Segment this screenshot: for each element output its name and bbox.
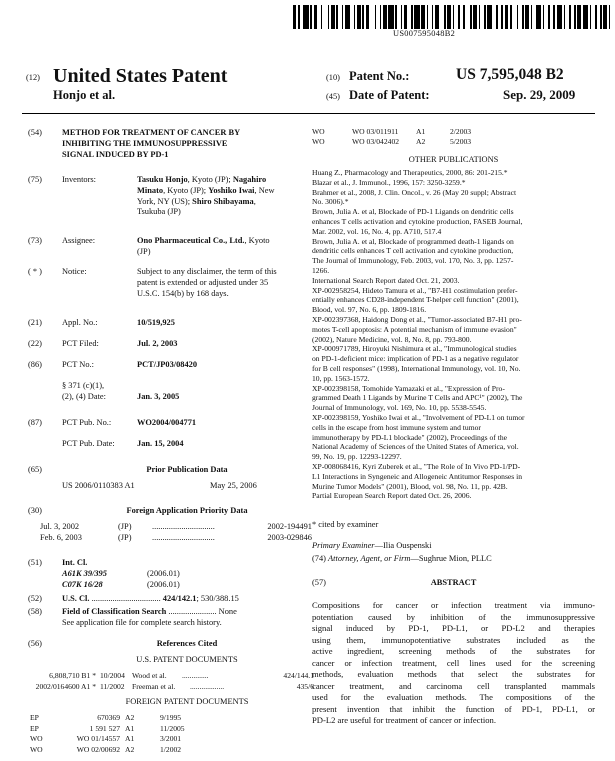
publication-line: immunotherapy by PD-L1 blockade" (2002), Proceedings of the xyxy=(312,432,508,442)
publication-line: Murine Tumor Models" (2001), Blood, vol. 98, No. 11, pp. 42B. xyxy=(312,481,508,491)
publication-line: International Search Report dated Oct. 21, 2003. xyxy=(312,275,460,285)
publication-line: Mar. 2002, vol. 16, No. 4, pp. A710, 517.4 xyxy=(312,226,442,236)
date-of-patent: Sep. 29, 2009 xyxy=(503,87,576,102)
pct-pub-number: WO2004/004771 xyxy=(137,418,197,427)
intcl-class: C07K 16/28 xyxy=(62,580,103,589)
foreign-priority-row: Jul. 3, 2002 (JP) .............................. 2002-194491 xyxy=(40,522,312,531)
abstract-line: potentiation caused by inhibition of the immunosuppressive xyxy=(312,611,595,622)
field-line: Field of Classification Search ....................... None xyxy=(62,607,237,616)
publication-line: XP-002397368, Haidong Dong et al., "Tumor-associated B7-H1 pro- xyxy=(312,314,522,324)
table-row: WO WO 03/042402 A2 5/2003 xyxy=(312,137,472,146)
abstract-line: cancer or infection treatment, cell lines used for the screening xyxy=(312,657,595,668)
code-12: (12) xyxy=(26,73,40,82)
publication-line: Blood, vol. 97, No. 6, pp. 1809-1816. xyxy=(312,305,427,315)
intcl-label: Int. Cl. xyxy=(62,558,88,567)
code-45: (45) xyxy=(326,92,340,101)
publication-line: L1 Interactions in Syngeneic and Allogeneic Antitumor Responses in xyxy=(312,471,523,481)
pct-filed-date: Jul. 2, 2003 xyxy=(137,339,178,348)
appl-code: (21) xyxy=(28,318,42,327)
publication-line: grammed Death 1 Ligands by Murine T Cells and APC¹" (2002), The xyxy=(312,393,523,403)
table-row: WO WO 03/011911 A1 2/2003 xyxy=(312,127,472,136)
inventors-label: Inventors: xyxy=(62,175,96,184)
abstract-line: active ingredient, screening methods of the substrates for xyxy=(312,646,595,656)
publication-line: XP-002398158, Tomohide Yamazaki et al., "Expression of Pro- xyxy=(312,383,505,393)
table-row: WO WO 02/00692 A2 1/2002 xyxy=(30,744,182,754)
header-rule xyxy=(22,113,595,114)
publication-line: XP-002398159, Yoshiko Iwai et al., "Involvement of PD-L1 on tumor xyxy=(312,412,525,422)
inventor-line: Minato, Kyoto (JP); Yoshiko Iwai, New xyxy=(137,185,275,195)
pct-no-label: PCT No.: xyxy=(62,360,94,369)
field-note: See application file for complete search history. xyxy=(62,618,222,627)
intcl-version: (2006.01) xyxy=(147,569,180,578)
code-10: (10) xyxy=(326,73,340,82)
assignee-name: Ono Pharmaceutical Co., Ltd., Kyoto (JP) xyxy=(137,236,270,256)
refs-heading: References Cited xyxy=(156,639,218,648)
pct-pub-code: (87) xyxy=(28,418,42,427)
abstract-line: signal induced by PD-1, PD-L1, or PD-L2 and therapies xyxy=(312,623,595,633)
abstract-line: used for the evaluation methods. The compositions of the xyxy=(312,692,595,702)
pct-filed-label: PCT Filed: xyxy=(62,339,99,348)
abstract-line: Compositions for cancer or infection treatment via immuno- xyxy=(312,600,595,610)
other-publications xyxy=(312,168,597,501)
pct-pub-label: PCT Pub. No.: xyxy=(62,418,112,427)
intcl-code: (51) xyxy=(28,558,42,567)
field-code: (58) xyxy=(28,607,42,616)
publication-line: (2002), Nature Medicine, vol. 8, No. 8, pp. 793-800. xyxy=(312,334,472,344)
patent-barcode xyxy=(293,5,611,29)
publication-line: Journal of Immunology, vol. 169, No. 10, pp. 5538-5545. xyxy=(312,403,487,413)
abstract-line: present invention that inhibit the function of PD-1, PD-L1, or xyxy=(312,703,595,714)
pct-no-code: (86) xyxy=(28,360,42,369)
patent-no-label: Patent No.: xyxy=(349,69,410,83)
abstract-code: (57) xyxy=(312,578,326,587)
publication-line: The Journal of Immunology, Feb. 2003, vol. 170, No. 3, pp. 1257- xyxy=(312,256,514,266)
publication-line: cells in the escape from host immune system and tumor xyxy=(312,422,481,432)
wo-docs-table xyxy=(312,127,552,147)
foreign-priority-table xyxy=(40,522,312,544)
abstract-heading: ABSTRACT xyxy=(430,578,477,587)
publication-line: enhances T cells activation and cytokine production, FASEB Journal, xyxy=(312,216,523,226)
publication-line: 1266. xyxy=(312,265,330,275)
notice-code: ( * ) xyxy=(28,267,42,276)
us-docs-table xyxy=(22,671,314,692)
foreign-priority-code: (30) xyxy=(28,506,42,515)
prior-pub-date: May 25, 2006 xyxy=(210,481,257,490)
uscl-line: U.S. Cl. ................................. 424/142.1; 530/388.15 xyxy=(62,594,239,603)
foreign-docs-table xyxy=(30,713,280,761)
publication-line: Huang Z., Pharmacology and Therapeutics, 2000, 86: 201-215.* xyxy=(312,168,508,177)
uscl-code: (52) xyxy=(28,594,42,603)
primary-examiner: Primary Examiner—Ilia Ouspenski xyxy=(312,541,432,550)
barcode-number: US007595048B2 xyxy=(393,29,456,38)
publication-line: Blazar et al., J. Immunol., 1996, 157: 3250-3259.* xyxy=(312,177,466,187)
publication-line: Brown, Julia A. et al, Blockade of programmed death-1 ligands on xyxy=(312,236,514,246)
inventor-line: Tasuku Honjo, Kyoto (JP); Nagahiro xyxy=(137,175,267,184)
publication-line: dendritic cells enhances T cell activation and cytokine production, xyxy=(312,246,514,256)
publication-line: No. 3006).* xyxy=(312,197,349,207)
inventors-code: (75) xyxy=(28,175,42,184)
inventor-line: York, NY (US); Shiro Shibayama, xyxy=(137,196,256,206)
publication-line: motes T-cell apoptosis: A potential mechanism of immune evasion" xyxy=(312,324,517,334)
refs-code: (56) xyxy=(28,639,42,648)
document-type: United States Patent xyxy=(53,65,228,87)
abstract-line: methods, evaluation methods that select the substrates for xyxy=(312,669,595,679)
notice-text: Subject to any disclaimer, the term of this patent is extended or adjusted under 35 U.S.C. 154(b) by 168 days. xyxy=(137,267,277,298)
abstract-line: cancer treatment, and carcinoma cell transplanted mammals xyxy=(312,680,595,691)
table-row: 2002/0164600 A1 * 11/2002 Freeman et al. .................. 435/6 xyxy=(35,681,314,691)
pct-pub-date: Jan. 15, 2004 xyxy=(137,439,184,448)
publication-line: 99, No. 19, pp. 12293-12297. xyxy=(312,452,402,462)
table-row: 6,808,710 B1 * 10/2004 Wood et al. .............. 424/144.1 xyxy=(49,671,314,680)
other-pubs-heading: OTHER PUBLICATIONS xyxy=(408,155,499,164)
date-of-patent-label: Date of Patent: xyxy=(349,88,430,102)
patent-title: METHOD FOR TREATMENT OF CANCER BY INHIBITING THE IMMUNOSUPPRESSIVE SIGNAL INDUCED BY PD-1 xyxy=(62,128,241,159)
s371-date: Jan. 3, 2005 xyxy=(137,392,180,401)
title-code: (54) xyxy=(28,128,42,137)
inventor-short: Honjo et al. xyxy=(53,88,116,102)
inventors-list xyxy=(137,175,307,218)
publication-line: XP-002958254, Hideto Tamura et al., "B7-H1 costimulation prefer- xyxy=(312,285,518,295)
assignee-code: (73) xyxy=(28,236,42,245)
publication-line: for B cell responses" (1998), International Immunology, vol. 10, No. xyxy=(312,363,521,373)
pct-filed-code: (22) xyxy=(28,339,42,348)
foreign-priority-row: Feb. 6, 2003 (JP) .............................. 2003-029846 xyxy=(40,533,312,542)
intcl-class: A61K 39/395 xyxy=(62,569,107,578)
abstract-line: PD-L2 are useful for treatment of cancer or infection. xyxy=(312,715,496,725)
publication-line: Partial European Search Report dated Oct. 26, 2006. xyxy=(312,491,472,501)
table-row: EP 670369 A2 9/1995 xyxy=(30,713,182,722)
attorney-line: (74) Attorney, Agent, or Firm—Sughrue Mion, PLLC xyxy=(312,554,492,563)
intcl-version: (2006.01) xyxy=(147,580,180,589)
abstract-text xyxy=(312,600,595,727)
foreign-docs-heading: FOREIGN PATENT DOCUMENTS xyxy=(125,697,249,706)
appl-label: Appl. No.: xyxy=(62,318,98,327)
prior-pub-code: (65) xyxy=(28,465,42,474)
publication-line: Brown, Julia A. et al, Blockade of PD-1 Ligands on dendritic cells xyxy=(312,207,514,217)
pct-number: PCT/JP03/08420 xyxy=(137,360,198,369)
foreign-priority-heading: Foreign Application Priority Data xyxy=(126,506,248,515)
publication-line: XP-000971789, Hiroyuki Nishimura et al., "Immunological studies xyxy=(312,344,517,354)
publication-line: 10, pp. 1563-1572. xyxy=(312,373,370,383)
publication-line: XP-008068416, Kyri Zuberek et al., "The Role of In Vivo PD-1/PD- xyxy=(312,461,521,471)
inventor-line: Tsukuba (JP) xyxy=(137,207,181,217)
s371-label: § 371 (c)(1), (2), (4) Date: xyxy=(62,381,106,401)
notice-label: Notice: xyxy=(62,267,87,276)
table-row: WO WO 01/14557 A1 3/2001 xyxy=(30,734,182,743)
publication-line: entially enhances CD28-independent T-helper cell function" (2001), xyxy=(312,295,519,305)
prior-pub-number: US 2006/0110383 A1 xyxy=(62,481,135,490)
appl-number: 10/519,925 xyxy=(137,318,175,327)
table-row: EP 1 591 527 A1 11/2005 xyxy=(30,723,185,733)
abstract-line: using them, immunopotentiative substrates included as the xyxy=(312,634,595,645)
patent-number: US 7,595,048 B2 xyxy=(456,66,564,83)
pct-pub-date-label: PCT Pub. Date: xyxy=(62,439,115,448)
prior-pub-heading: Prior Publication Data xyxy=(146,465,228,474)
publication-line: Brahmer et al., 2008, J. Clin. Oncol., v. 26 (May 20 suppl; Abstract xyxy=(312,187,517,197)
publication-line: National Academy of Sciences of the United States of America, vol. xyxy=(312,442,519,452)
cited-note: * cited by examiner xyxy=(312,520,379,529)
intcl-table xyxy=(62,569,262,591)
us-docs-heading: U.S. PATENT DOCUMENTS xyxy=(136,655,238,664)
publication-line: on PD-1-deficient mice: implication of PD-1 as a negative regulator xyxy=(312,354,519,364)
assignee-label: Assignee: xyxy=(62,236,96,245)
